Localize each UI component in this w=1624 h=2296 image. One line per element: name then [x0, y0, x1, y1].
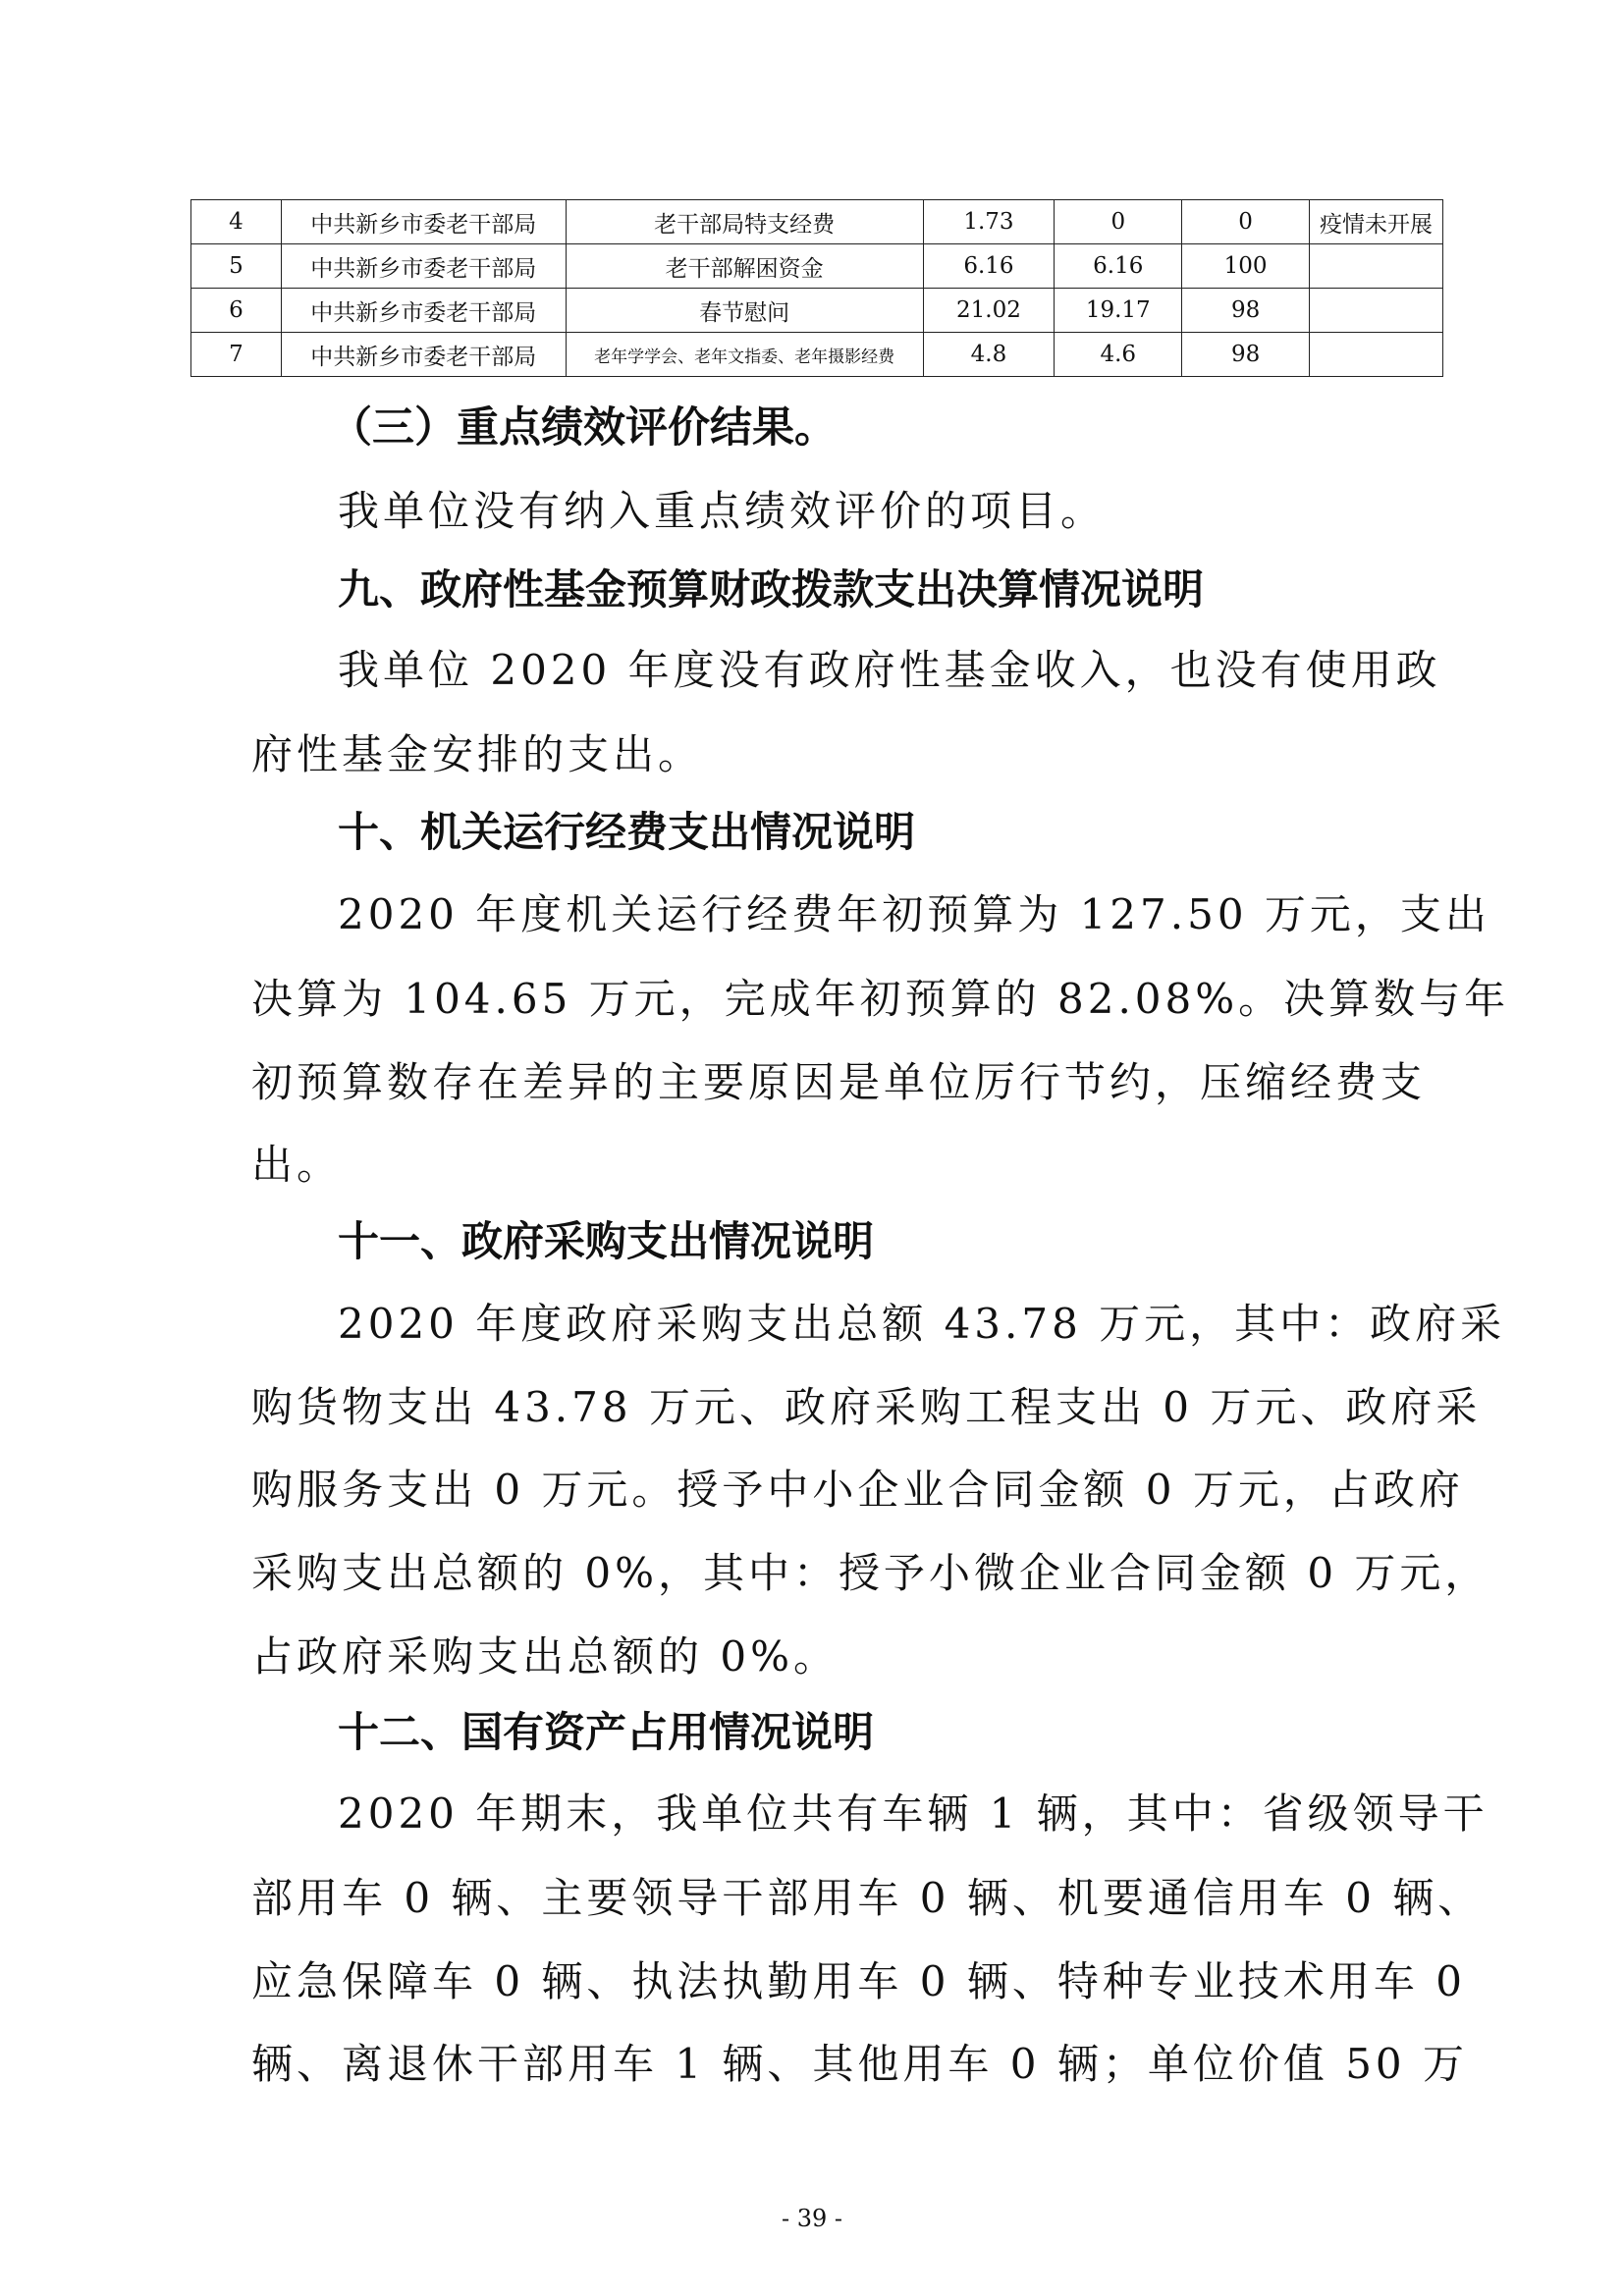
paragraph-line: 出。	[251, 1141, 343, 1189]
table-cell-project: 老干部局特支经费	[566, 200, 923, 244]
paragraph-line: 占政府采购支出总额的 0%。	[251, 1632, 839, 1681]
table-row	[191, 200, 1443, 244]
table-cell-unit: 中共新乡市委老干部局	[281, 244, 566, 289]
table-cell-project: 老年学学会、老年文指委、老年摄影经费	[566, 333, 923, 377]
table-cell-score: 100	[1182, 244, 1310, 289]
paragraph-line: 购货物支出 43.78 万元、政府采购工程支出 0 万元、政府采	[251, 1383, 1482, 1431]
table-cell-score: 0	[1182, 200, 1310, 244]
paragraph-line: 辆、离退休干部用车 1 辆、其他用车 0 辆；单位价值 50 万	[251, 2040, 1468, 2088]
paragraph-line: 我单位 2020 年度没有政府性基金收入，也没有使用政	[338, 646, 1441, 694]
key-eval-heading: （三）重点绩效评价结果。	[330, 403, 837, 453]
project-table	[190, 199, 1443, 377]
table-cell-spent: 0	[1055, 200, 1182, 244]
paragraph-line: 2020 年度机关运行经费年初预算为 127.50 万元，支出	[338, 890, 1490, 938]
table-cell-spent: 6.16	[1055, 244, 1182, 289]
paragraph-line: 我单位没有纳入重点绩效评价的项目。	[338, 487, 1107, 535]
table-cell-note	[1309, 289, 1442, 333]
table-row	[191, 244, 1443, 289]
table-cell-unit: 中共新乡市委老干部局	[281, 289, 566, 333]
section-12-heading: 十二、国有资产占用情况说明	[338, 1708, 875, 1756]
table-row	[191, 289, 1443, 333]
table-cell-index: 7	[191, 333, 282, 377]
table-cell-spent: 4.6	[1055, 333, 1182, 377]
section-9-heading: 九、政府性基金预算财政拨款支出决算情况说明	[338, 565, 1205, 614]
table-cell-note: 疫情未开展	[1309, 200, 1442, 244]
table-cell-index: 6	[191, 289, 282, 333]
table-cell-unit: 中共新乡市委老干部局	[281, 333, 566, 377]
table-cell-budget: 1.73	[923, 200, 1055, 244]
table-cell-score: 98	[1182, 289, 1310, 333]
paragraph-line: 2020 年期末，我单位共有车辆 1 辆，其中：省级领导干	[338, 1789, 1489, 1838]
table-cell-unit: 中共新乡市委老干部局	[281, 200, 566, 244]
paragraph-line: 初预算数存在差异的主要原因是单位厉行节约，压缩经费支	[251, 1058, 1427, 1106]
paragraph-line: 应急保障车 0 辆、执法执勤用车 0 辆、特种专业技术用车 0	[251, 1957, 1466, 2005]
paragraph-line: 采购支出总额的 0%，其中：授予小微企业合同金额 0 万元，	[251, 1549, 1490, 1597]
paragraph-line: 府性基金安排的支出。	[251, 730, 704, 778]
paragraph-line: 决算为 104.65 万元，完成年初预算的 82.08%。决算数与年	[251, 975, 1510, 1023]
table-cell-index: 5	[191, 244, 282, 289]
table-cell-budget: 21.02	[923, 289, 1055, 333]
table-cell-project: 老干部解困资金	[566, 244, 923, 289]
paragraph-line: 部用车 0 辆、主要领导干部用车 0 辆、机要通信用车 0 辆、	[251, 1874, 1484, 1922]
table-cell-budget: 4.8	[923, 333, 1055, 377]
page-number: - 39 -	[781, 2205, 842, 2232]
table-cell-budget: 6.16	[923, 244, 1055, 289]
table-row	[191, 333, 1443, 377]
table-cell-spent: 19.17	[1055, 289, 1182, 333]
section-11-heading: 十一、政府采购支出情况说明	[338, 1217, 875, 1265]
table-cell-score: 98	[1182, 333, 1310, 377]
table-cell-index: 4	[191, 200, 282, 244]
table-cell-note	[1309, 244, 1442, 289]
table-cell-note	[1309, 333, 1442, 377]
section-10-heading: 十、机关运行经费支出情况说明	[338, 808, 916, 856]
table-cell-project: 春节慰问	[566, 289, 923, 333]
paragraph-line: 购服务支出 0 万元。授予中小企业合同金额 0 万元，占政府	[251, 1466, 1464, 1514]
paragraph-line: 2020 年度政府采购支出总额 43.78 万元，其中：政府采	[338, 1300, 1506, 1348]
